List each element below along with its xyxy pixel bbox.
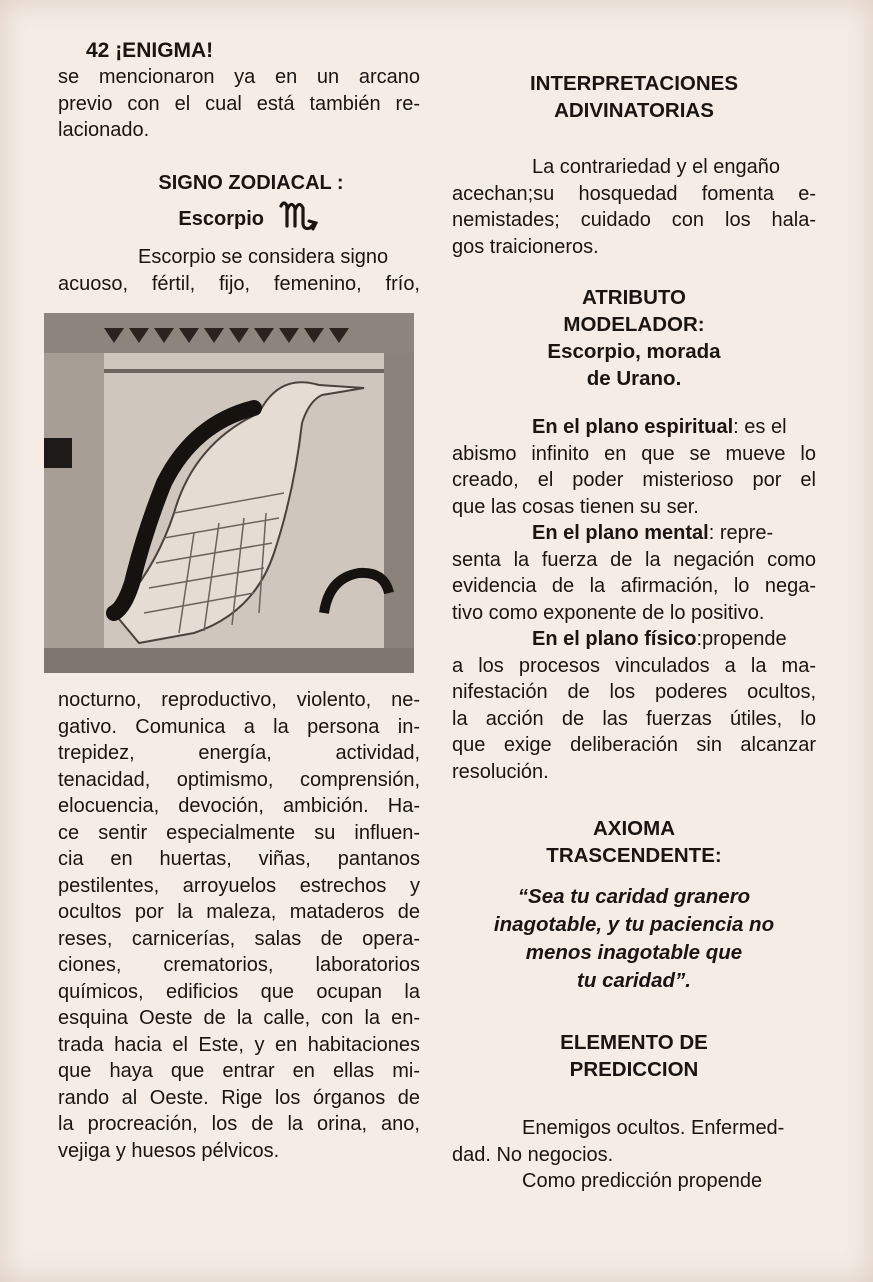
text-line: vejiga y huesos pélvicos. — [58, 1139, 280, 1162]
text-line: ciones, crematorios, laboratorios — [58, 954, 420, 976]
espiritual-first: : es el — [733, 416, 787, 438]
text-line — [452, 520, 816, 547]
text-line: tenacidad, optimismo, comprensión, — [58, 768, 420, 791]
egyptian-relief-image — [44, 313, 414, 673]
text-line: que exige deliberación sin alcanzar — [452, 734, 816, 756]
text-line: evidencia de la afirmación, lo nega- — [452, 575, 816, 597]
text-line: ce sentir especialmente su influen- — [58, 821, 420, 844]
quote-line: “Sea tu caridad granero — [517, 885, 751, 908]
intro-line: previo con el cual está también re- — [58, 92, 420, 115]
text-line: esquina Oeste de la calle, con la en- — [58, 1007, 420, 1029]
text-line: elocuencia, devoción, ambición. Ha- — [58, 795, 420, 817]
escorpio-line: acuoso, fértil, fijo, femenino, frío, — [58, 272, 420, 295]
text-line: senta la fuerza de la negación como — [452, 548, 816, 571]
text-line: nifestación de los poderes ocultos, — [452, 681, 816, 703]
text-line: que haya que entrar en ellas mi- — [58, 1060, 420, 1082]
text-line: Como predicción propende — [522, 1170, 763, 1192]
text-line: gativo. Comunica a la persona in- — [58, 715, 420, 738]
heading-line: ELEMENTO DE — [560, 1031, 708, 1054]
heading-line: TRASCENDENTE: — [546, 844, 722, 867]
text-line: resolución. — [452, 760, 549, 783]
text-line: acechan;su hosquedad fomenta e- — [452, 182, 816, 205]
text-line: gos traicioneros. — [452, 235, 599, 258]
intro-line: se mencionaron ya en un arcano — [58, 66, 420, 88]
text-line: trepidez, energía, actividad, — [58, 742, 420, 764]
text-line — [452, 626, 816, 653]
text-line: la acción de las fuerzas útiles, lo — [452, 707, 816, 730]
fisico-first: :propende — [696, 628, 787, 650]
elemento-paragraph — [452, 1115, 816, 1195]
text-line: ocultos por la maleza, mataderos de — [58, 901, 420, 923]
text-line: La contrariedad y el engaño — [532, 156, 780, 178]
escorpio-continued-paragraph — [58, 687, 420, 1164]
text-line: trada hacia el Este, y en habitaciones — [58, 1033, 420, 1056]
text-line — [452, 414, 816, 441]
fisico-paragraph — [452, 626, 816, 785]
bird-relief-icon — [44, 313, 414, 673]
interp-heading — [452, 70, 816, 124]
heading-line: INTERPRETACIONES — [529, 72, 739, 95]
heading-line: ATRIBUTO — [581, 286, 686, 309]
heading-line: ADIVINATORIAS — [554, 99, 714, 122]
intro-paragraph — [58, 64, 420, 144]
axioma-heading — [452, 815, 816, 869]
text-line: químicos, edificios que ocupan la — [58, 980, 420, 1003]
text-line: que las cosas tienen su ser. — [452, 495, 699, 518]
mental-first: : repre- — [708, 522, 774, 544]
heading-line: PREDICCION — [569, 1058, 699, 1081]
intro-line: lacionado. — [58, 119, 150, 141]
text-line: tivo como exponente de lo positivo. — [452, 601, 765, 624]
fisico-label: En el plano físico — [532, 628, 697, 650]
text-line: Enemigos ocultos. Enfermed- — [522, 1117, 785, 1139]
quote-line: tu caridad”. — [577, 969, 691, 992]
text-line: rando al Oeste. Rige los órganos de — [58, 1086, 420, 1109]
espiritual-paragraph — [452, 414, 816, 520]
scorpio-icon — [278, 196, 320, 244]
right-column — [452, 70, 816, 1195]
heading-line: MODELADOR: — [563, 313, 705, 336]
text-line: cia en huertas, viñas, pantanos — [58, 848, 420, 870]
escorpio-paragraph — [58, 244, 420, 297]
text-line: dad. No negocios. — [452, 1143, 614, 1166]
zodiac-sign-row — [78, 196, 420, 232]
text-line: la procreación, los de la orina, ano, — [58, 1113, 420, 1135]
heading-line: AXIOMA — [593, 817, 675, 840]
left-column — [58, 38, 420, 1164]
text-line: nemistades; cuidado con los hala- — [452, 209, 816, 231]
mental-paragraph — [452, 520, 816, 626]
zodiac-sign: Escorpio — [178, 208, 264, 231]
text-line: nocturno, reproductivo, violento, ne- — [58, 689, 420, 711]
text-line: creado, el poder misterioso por el — [452, 469, 816, 491]
heading-line: Escorpio, morada — [547, 340, 721, 363]
interp-paragraph — [452, 154, 816, 260]
elemento-heading — [452, 1029, 816, 1083]
espiritual-label: En el plano espiritual — [532, 416, 734, 438]
quote-line: menos inagotable que — [525, 941, 743, 964]
quote-line: inagotable, y tu paciencia no — [493, 913, 775, 936]
axioma-quote — [452, 883, 816, 995]
escorpio-line: Escorpio se considera signo — [138, 246, 389, 268]
text-line: a los procesos vinculados a la ma- — [452, 654, 816, 677]
atributo-heading — [452, 284, 816, 392]
page-number-title: 42 ¡ENIGMA! — [86, 39, 214, 62]
text-line: pestilentes, arroyuelos estrechos y — [58, 874, 420, 897]
mental-label: En el plano mental — [532, 522, 709, 544]
zodiac-heading: SIGNO ZODIACAL : — [158, 171, 344, 194]
text-line: abismo infinito en que se mueve lo — [452, 442, 816, 465]
heading-line: de Urano. — [586, 367, 682, 390]
text-line: reses, carnicerías, salas de opera- — [58, 927, 420, 950]
